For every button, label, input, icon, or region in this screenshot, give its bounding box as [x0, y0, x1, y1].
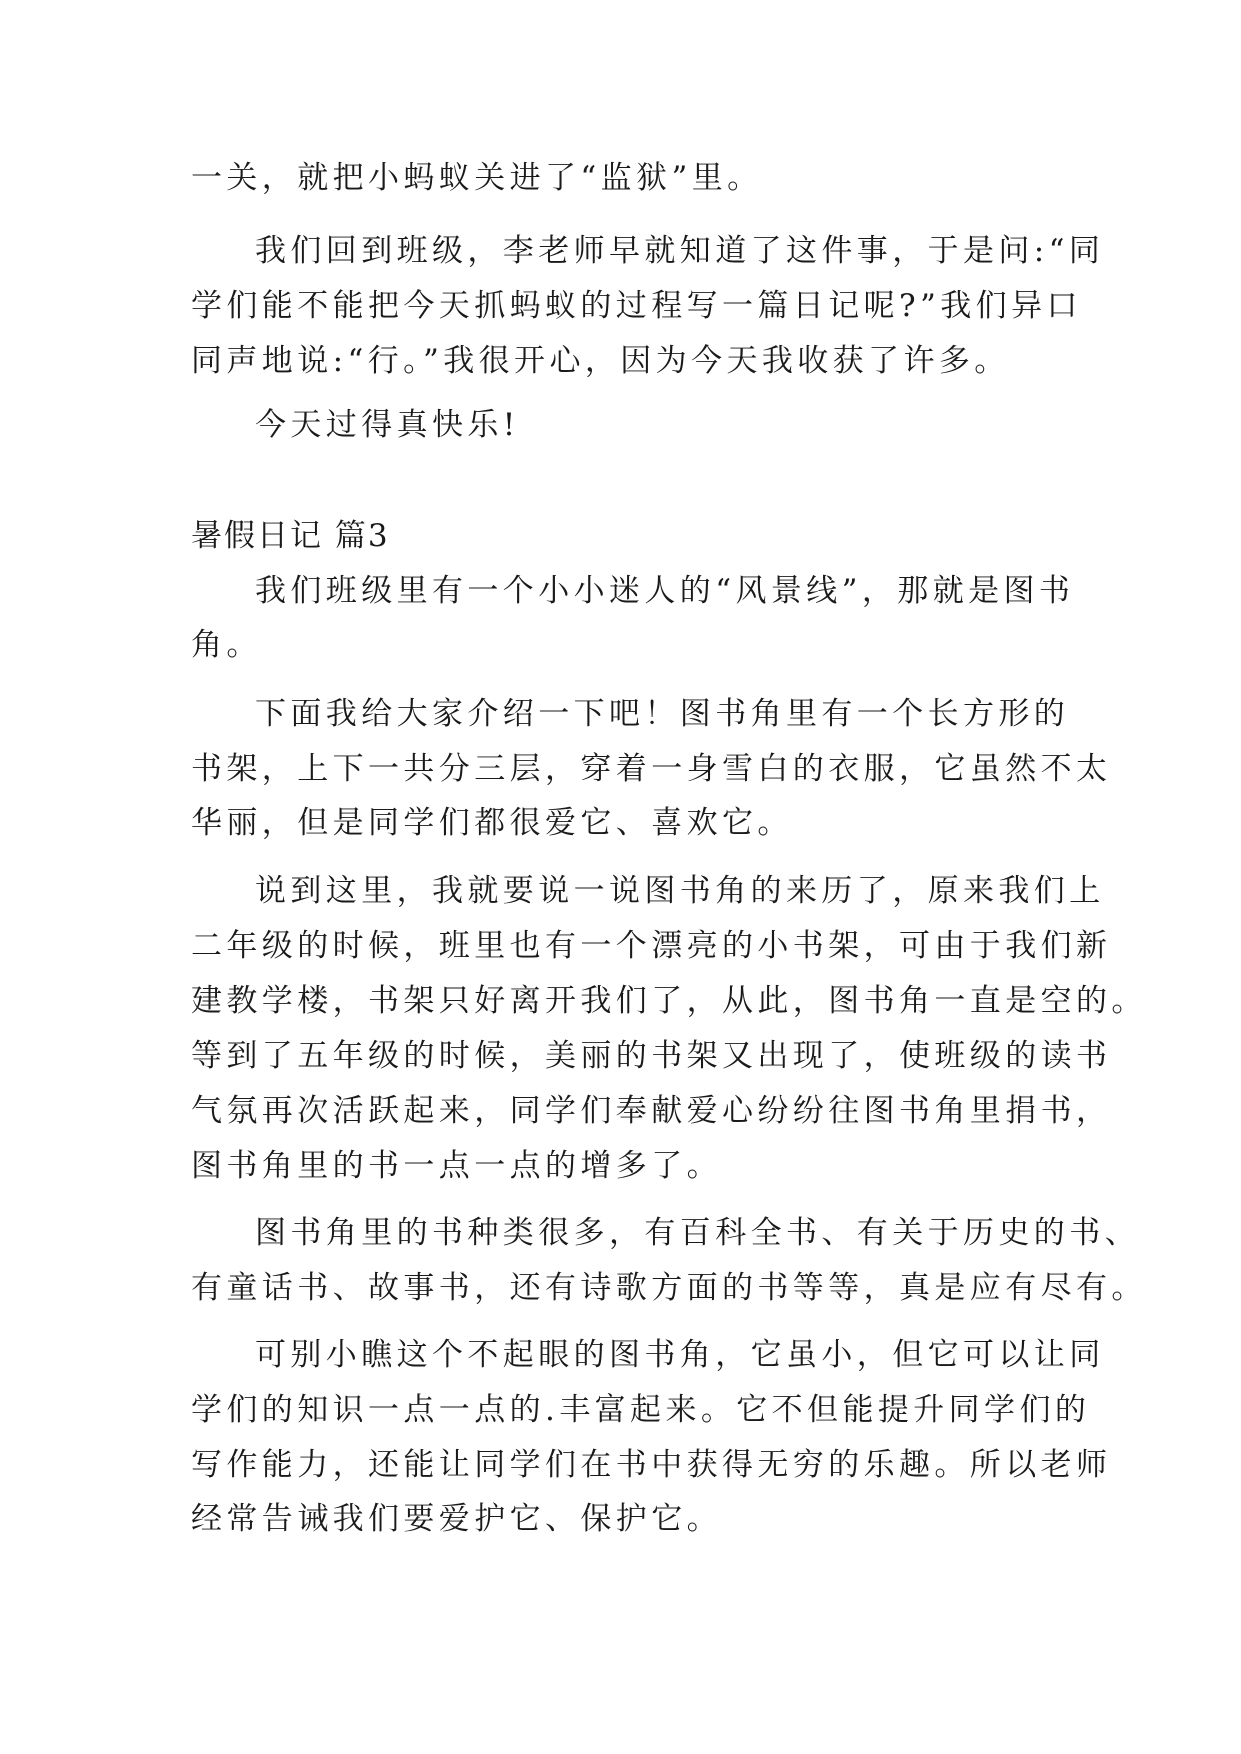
text-line: 建教学楼，书架只好离开我们了，从此，图书角一直是空的。 — [191, 983, 1147, 1019]
text-line: 书架，上下一共分三层，穿着一身雪白的衣服，它虽然不太 — [191, 751, 1112, 787]
text-line: 角。 — [191, 627, 262, 663]
text-line: 华丽，但是同学们都很爱它、喜欢它。 — [191, 805, 793, 841]
paragraph-start: 我们班级里有一个小小迷人的“风景线”，那就是图书 — [255, 573, 1075, 609]
text-line: 经常告诫我们要爱护它、保护它。 — [191, 1501, 722, 1537]
paragraph-start: 说到这里，我就要说一说图书角的来历了，原来我们上 — [255, 873, 1105, 909]
paragraph-start: 可别小瞧这个不起眼的图书角，它虽小，但它可以让同 — [255, 1337, 1105, 1373]
text-line: 有童话书、故事书，还有诗歌方面的书等等，真是应有尽有。 — [191, 1270, 1147, 1306]
section-heading: 暑假日记 篇3 — [191, 518, 390, 554]
text-line: 气氛再次活跃起来，同学们奉献爱心纷纷往图书角里捐书， — [191, 1093, 1112, 1129]
paragraph-start: 今天过得真快乐! — [255, 407, 520, 443]
text-line: 学们的知识一点一点的.丰富起来。它不但能提升同学们的 — [191, 1392, 1091, 1428]
text-line: 二年级的时候，班里也有一个漂亮的小书架，可由于我们新 — [191, 928, 1112, 964]
text-line: 学们能不能把今天抓蚂蚁的过程写一篇日记呢?”我们异口 — [191, 288, 1082, 324]
text-line: 等到了五年级的时候，美丽的书架又出现了，使班级的读书 — [191, 1038, 1112, 1074]
text-line: 一关，就把小蚂蚁关进了“监狱”里。 — [191, 160, 763, 196]
paragraph-start: 我们回到班级，李老师早就知道了这件事，于是问:“同 — [255, 233, 1105, 269]
paragraph-start: 图书角里的书种类很多，有百科全书、有关于历史的书、 — [255, 1215, 1140, 1251]
paragraph-start: 下面我给大家介绍一下吧！图书角里有一个长方形的 — [255, 696, 1070, 732]
text-line: 图书角里的书一点一点的增多了。 — [191, 1148, 722, 1184]
text-line: 写作能力，还能让同学们在书中获得无穷的乐趣。所以老师 — [191, 1447, 1112, 1483]
text-line: 同声地说:“行。”我很开心，因为今天我收获了许多。 — [191, 343, 1010, 379]
